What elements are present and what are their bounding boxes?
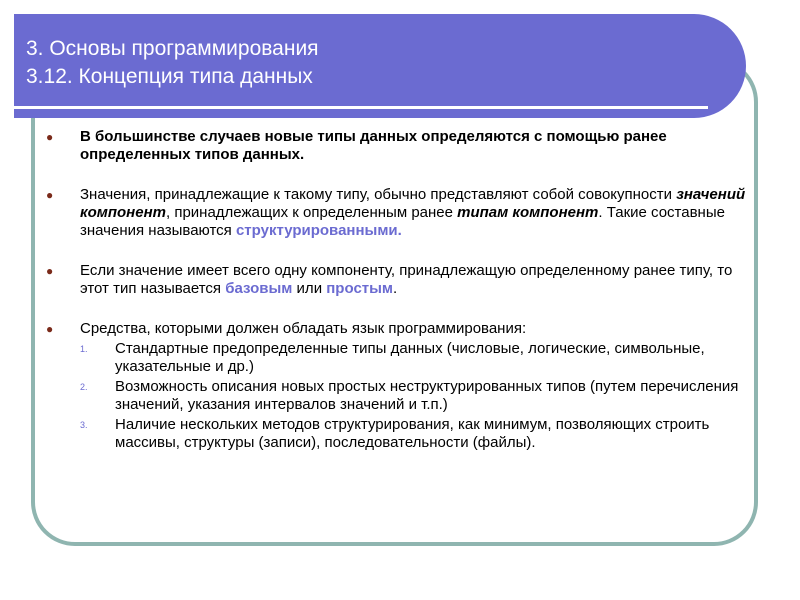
slide-title [26,35,319,91]
bullet-icon: ● [46,264,54,278]
bullet-item-1 [46,128,746,164]
accent-period: . [397,222,402,239]
bullet-item-4 [46,320,746,338]
sublist-item-3 [46,416,746,452]
title-line-2: 3.12. Концепция типа данных [26,65,313,88]
sublist-text: Наличие нескольких методов структурирования, как минимум, позволяющих строить массивы, структуры (записи), последовательности (файлы). [115,416,710,451]
accent-term: структурированными [235,222,398,239]
bullet-item-2 [46,186,746,240]
bullet-text: В большинстве случаев новые типы данных определяются с помощью ранее определенных типов данных. [80,128,667,163]
accent-term: простым [326,280,394,297]
bullet-icon: ● [46,188,54,202]
bullet-period: . [393,280,398,297]
sublist-number: 3. [80,420,88,430]
bullet-text: Значения, принадлежащие к такому типу, обычно представляют собой совокупности [80,186,677,203]
emphasis-text: типам компонент [457,204,599,221]
sublist-number: 1. [80,344,88,354]
sublist-text: Возможность описания новых простых неструктурированных типов (путем перечисления значений, указания интервалов значений и т.п.) [115,378,739,413]
bullet-text: или [292,280,327,297]
bullet-item-3 [46,262,746,298]
accent-term: базовым [225,280,293,297]
sublist-item-1 [46,340,746,376]
bullet-text: Средства, которыми должен обладать язык программирования: [80,320,527,337]
title-line-1: 3. Основы программирования [26,37,319,60]
emphasis-text: значений компонент [80,186,746,221]
sublist-number: 2. [80,382,88,392]
bullet-icon: ● [46,130,54,144]
bullet-text: . Такие составные значения называются [80,204,725,239]
bullet-text: , принадлежащих к определенным ранее [166,204,458,221]
banner-divider [14,106,708,109]
slide-body [46,128,746,454]
bullet-text: Если значение имеет всего одну компоненту, принадлежащую определенному ранее типу, то этот тип называется [80,262,733,297]
sublist-text: Стандартные предопределенные типы данных (числовые, логические, символьные, указательные и др.) [115,340,705,375]
bullet-icon: ● [46,322,54,336]
sublist-item-2 [46,378,746,414]
